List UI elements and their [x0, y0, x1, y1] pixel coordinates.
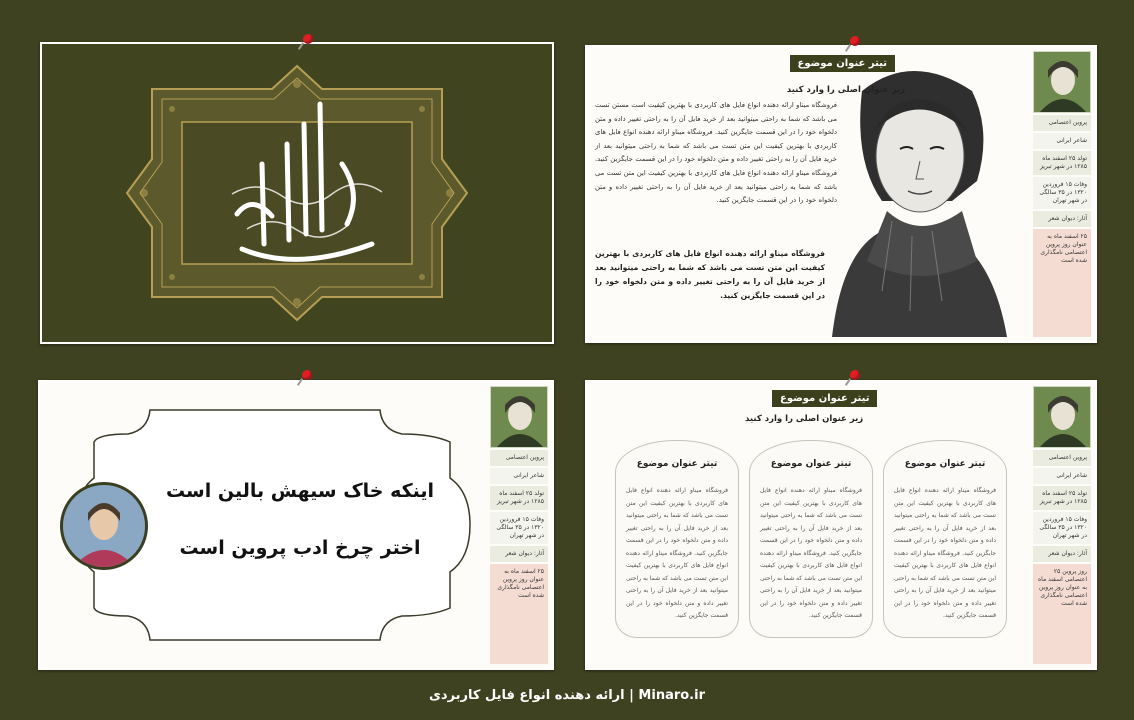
info-name: پروین اعتصامی — [1033, 450, 1091, 466]
slide-columns[interactable] — [585, 380, 1097, 670]
column-card — [749, 440, 873, 638]
info-memorial: ۲۵ اسفند ماه به عنوان روز پروین اعتصامی نامگذاری شده است — [490, 564, 548, 664]
info-death: وفات ۱۵ فروردین ۱۳۲۰ در ۳۵ سالگی در شهر تهران — [1033, 177, 1091, 209]
portrait-image — [1033, 51, 1091, 113]
slide-calligraphy[interactable] — [40, 42, 554, 344]
info-nationality: شاعر ایرانی — [1033, 468, 1091, 484]
info-works: آثار: دیوان شعر — [490, 546, 548, 562]
slide-subtitle: زیر عنوان اصلی را وارد کنید — [745, 414, 864, 424]
bold-paragraph: فروشگاه میناو ارائه دهنده انواع فایل های کاربردی با بهترین کیفیت این متن تست می باشد که شما به راحتی میتوانید بعد از خرید فایل آن را به راحتی تغییر داده و متن دلخواه خود را در این قسمت جایگزین کنید. — [595, 249, 825, 300]
info-death: وفات ۱۵ فروردین ۱۳۲۰ در ۳۵ سالگی در شهر تهران — [490, 512, 548, 544]
column-card — [615, 440, 739, 638]
info-sidebar — [490, 386, 548, 664]
poem-line-1: اینکه خاک سیهش بالین است — [165, 480, 435, 502]
portrait-image — [1033, 386, 1091, 448]
info-sidebar — [1033, 386, 1091, 664]
poem-line-2: اختر چرخ ادب پروین است — [179, 537, 421, 559]
info-name: پروین اعتصامی — [490, 450, 548, 466]
pin-icon — [297, 370, 313, 386]
info-nationality: شاعر ایرانی — [1033, 133, 1091, 149]
ornamental-frame — [42, 44, 552, 342]
slide-biography[interactable] — [585, 45, 1097, 343]
slide-title: تیتر عنوان موضوع — [790, 55, 895, 72]
pin-icon — [845, 370, 861, 386]
card-text: فروشگاه میناو ارائه دهنده انواع فایل های کاربردی با بهترین کیفیت این متن تست می باشد که شما به راحتی میتوانید بعد از خرید فایل آن را به راحتی تغییر داده و متن دلخواه خود را در این قسمت جایگزین کنید. فروشگاه میناو ارائه دهنده انواع فایل های کاربردی با بهترین کیفیت این متن تست می باشد که شما به راحتی میتوانید بعد از خرید فایل آن را به راحتی تغییر داده و متن دلخواه خود را در این قسمت جایگزین کنید. — [626, 487, 728, 619]
footer-caption: Minaro.ir | ارائه دهنده انواع فایل کاربردی — [429, 688, 705, 703]
info-birth: تولد ۲۵ اسفند ماه ۱۲۸۵ در شهر تبریز — [1033, 151, 1091, 175]
info-death: وفات ۱۵ فروردین ۱۳۲۰ در ۳۵ سالگی در شهر تهران — [1033, 512, 1091, 544]
slide-poem[interactable] — [38, 380, 554, 670]
pin-icon — [298, 34, 314, 50]
info-name: پروین اعتصامی — [1033, 115, 1091, 131]
portrait-image — [490, 386, 548, 448]
column-card — [883, 440, 1007, 638]
info-birth: تولد ۲۵ اسفند ماه ۱۲۸۵ در شهر تبریز — [1033, 486, 1091, 510]
info-memorial: ۲۵ اسفند ماه به عنوان روز پروین اعتصامی نامگذاری شده است — [1033, 229, 1091, 337]
info-works: آثار: دیوان شعر — [1033, 211, 1091, 227]
card-text: فروشگاه میناو ارائه دهنده انواع فایل های کاربردی با بهترین کیفیت این متن تست می باشد که شما به راحتی میتوانید بعد از خرید فایل آن را به راحتی تغییر داده و متن دلخواه خود را در این قسمت جایگزین کنید. فروشگاه میناو ارائه دهنده انواع فایل های کاربردی با بهترین کیفیت این متن تست می باشد که شما به راحتی میتوانید بعد از خرید فایل آن را به راحتی تغییر داده و متن دلخواه خود را در این قسمت جایگزین کنید. — [894, 487, 996, 619]
card-title: تیتر عنوان موضوع — [636, 459, 718, 469]
slide-title: تیتر عنوان موضوع — [772, 390, 877, 407]
card-text: فروشگاه میناو ارائه دهنده انواع فایل های کاربردی با بهترین کیفیت این متن تست می باشد که شما به راحتی میتوانید بعد از خرید فایل آن را به راحتی تغییر داده و متن دلخواه خود را در این قسمت جایگزین کنید. فروشگاه میناو ارائه دهنده انواع فایل های کاربردی با بهترین کیفیت این متن تست می باشد که شما به راحتی میتوانید بعد از خرید فایل آن را به راحتی تغییر داده و متن دلخواه خود را در این قسمت جایگزین کنید. — [760, 487, 862, 619]
body-paragraph: فروشگاه میناو ارائه دهنده انواع فایل های کاربردی با بهترین کیفیت است مستن تست می باشد که شما به راحتی میتوانید بعد از خرید فایل آن را به راحتی تغییر داده و متن دلخواه خود را در این قسمت جایگزین کنید. فروشگاه میناو ارائه دهنده انواع فایل های کاربردی با بهترین کیفیت این متن تست می باشد که شما به راحتی میتوانید بعد از خرید فایل آن را به راحتی تغییر داده و متن دلخواه خود را در این قسمت جایگزین کنید. فروشگاه میناو ارائه دهنده انواع فایل های کاربردی با بهترین کیفیت این متن تست می باشد که شما به راحتی میتوانید بعد از خرید فایل آن را به راحتی تغییر داده و متن دلخواه خود را در این قسمت جایگزین کنید. — [595, 101, 837, 205]
info-nationality: شاعر ایرانی — [490, 468, 548, 484]
info-sidebar — [1033, 51, 1091, 337]
pin-icon — [845, 36, 861, 52]
info-birth: تولد ۲۵ اسفند ماه ۱۲۸۵ در شهر تبریز — [490, 486, 548, 510]
info-works: آثار: دیوان شعر — [1033, 546, 1091, 562]
info-memorial: روز پروین ۲۵ اعتصامی اسفند ماه به عنوان روز پروین اعتصامی نامگذاری شده است — [1033, 564, 1091, 664]
card-title: تیتر عنوان موضوع — [904, 459, 986, 469]
card-title: تیتر عنوان موضوع — [770, 459, 852, 469]
slide-subtitle: زیر عنوان اصلی را وارد کنید — [786, 85, 905, 95]
